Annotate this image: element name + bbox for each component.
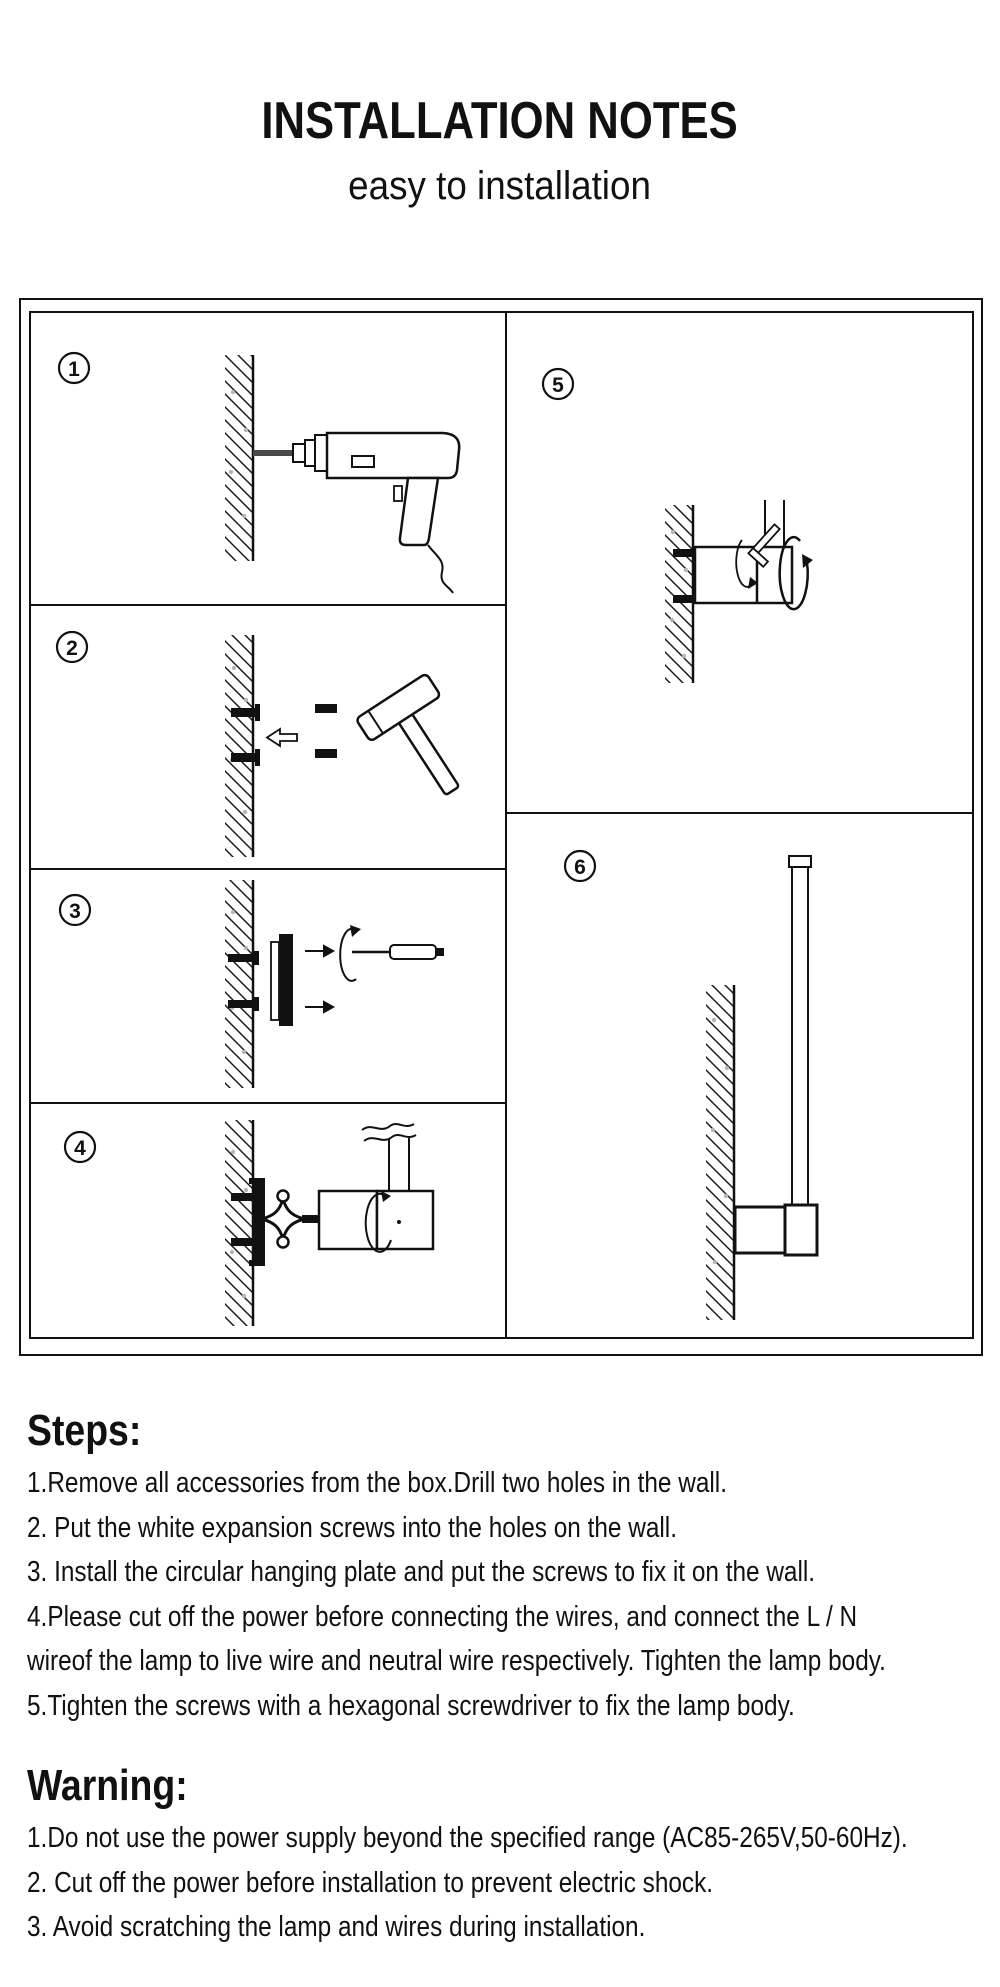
warning-line-3: 3. Avoid scratching the lamp and wires during installation. [27, 1911, 646, 1944]
step-line-1: 1.Remove all accessories from the box.Drill two holes in the wall. [27, 1467, 727, 1499]
step-line-4: 4.Please cut off the power before connecting the wires, and connect the L / N [27, 1600, 858, 1633]
panel-number-4 [65, 1132, 95, 1162]
panel-number-2 [57, 632, 87, 662]
installation-diagram [19, 298, 986, 1358]
warning-heading: Warning: [27, 1761, 188, 1810]
svg-text:6: 6 [574, 856, 586, 879]
svg-text:4: 4 [74, 1137, 86, 1160]
wall-hatch-panel-6 [706, 985, 734, 1320]
wall-hatch-panel-3 [225, 880, 253, 1088]
svg-text:1: 1 [68, 358, 80, 381]
step-line-4-cont: wireof the lamp to live wire and neutral wire respectively. Tighten the lamp body. [27, 1645, 886, 1678]
page-title: INSTALLATION NOTES [261, 92, 739, 150]
page-subtitle: easy to installation [348, 164, 652, 208]
warning-section [27, 1763, 992, 1950]
wall-hatch-panel-1 [225, 355, 253, 561]
warning-line-2: 2. Cut off the power before installation to prevent electric shock. [27, 1866, 714, 1899]
panel-number-1 [59, 353, 89, 383]
panel-number-5 [543, 369, 573, 399]
panel-3 [30, 869, 506, 1103]
wall-hatch-panel-4 [225, 1120, 253, 1326]
step-line-5: 5.Tighten the screws with a hexagonal screwdriver to fix the lamp body. [27, 1689, 795, 1722]
wall-hatch-panel-5 [665, 505, 693, 683]
step-line-2: 2. Put the white expansion screws into the holes on the wall. [27, 1511, 677, 1544]
panel-number-6 [565, 851, 595, 881]
warning-line-1: 1.Do not use the power supply beyond the specified range (AC85-265V,50-60Hz). [27, 1822, 908, 1854]
panel-6 [506, 813, 973, 1338]
panel-number-3 [60, 895, 90, 925]
svg-text:2: 2 [66, 637, 78, 660]
panel-grid [30, 312, 973, 1338]
svg-text:5: 5 [552, 374, 564, 397]
wall-hatch-panel-2 [225, 635, 253, 857]
steps-section [27, 1408, 992, 1729]
step-line-3: 3. Install the circular hanging plate and put the screws to fix it on the wall. [27, 1556, 816, 1589]
header [0, 94, 1000, 148]
svg-text:3: 3 [69, 900, 81, 923]
steps-heading: Steps: [27, 1406, 142, 1455]
